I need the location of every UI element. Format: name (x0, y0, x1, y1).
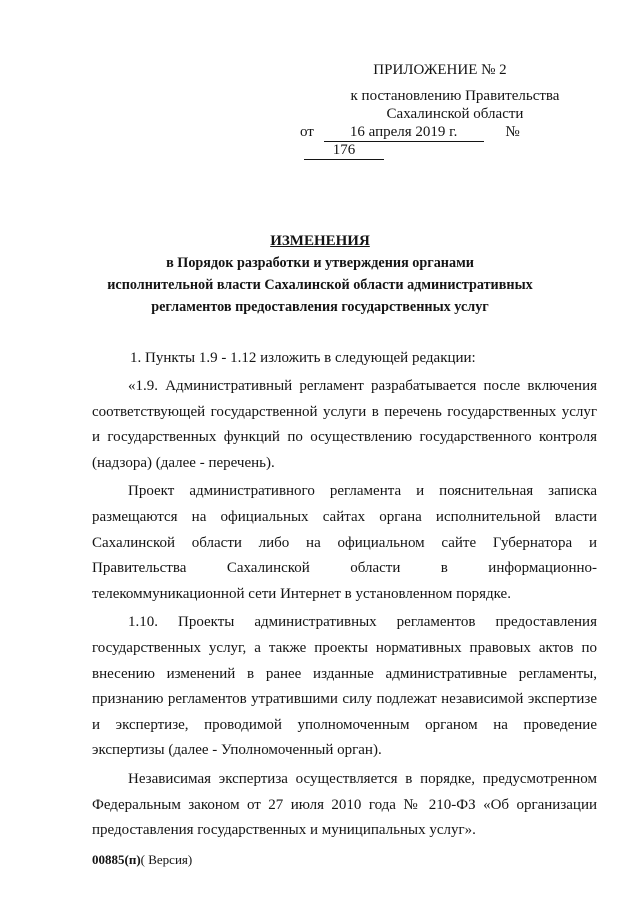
subtitle-line-3: регламентов предоставления государственных услуг (151, 299, 489, 315)
paragraph-1-9: «1.9. Административный регламент разрабатывается после включения соответствующей государственной услуги в перечень государственных услуг и государственных функций по осуществлению государственного контроля (надзора) (далее - перечень). (92, 378, 597, 471)
resolution-line: к постановлению Правительства (350, 88, 560, 104)
paragraph-1-10: 1.10. Проекты административных регламентов предоставления государственных услуг, а также проекты нормативных правовых актов по внесению изменений в ранее изданные административные регламенты, признанию регламентов утратившими силу подлежат независимой экспертизе и экспертизе, проводимой уполномоченным органом на проведение экспертизы (далее - Уполномоченный орган). (92, 614, 597, 759)
document-subtitle (0, 252, 640, 318)
document-version: ( Версия) (140, 852, 193, 867)
date-number-line (300, 124, 600, 160)
paragraph-project: Проект административного регламента и пояснительная записка размещаются на официальных сайтах органа исполнительной власти Сахалинской области либо на официальном сайте Губернатора и Правительства Сахалинской области в информационно-телекоммуникационной сети Интернет в установленном порядке. (92, 483, 597, 602)
document-code: 00885(п) (92, 852, 141, 867)
resolution-number: 176 (304, 142, 384, 160)
document-title: ИЗМЕНЕНИЯ (270, 233, 370, 249)
paragraph-independent-expertise: Независимая экспертиза осуществляется в порядке, предусмотренном Федеральным законом от 27 июля 2010 года № 210-ФЗ «Об организации предоставления государственных и муниципальных услуг». (92, 770, 597, 839)
from-label: от (300, 124, 314, 140)
region-line: Сахалинской области (386, 106, 524, 122)
document-footer (92, 852, 192, 868)
body-text (92, 374, 597, 844)
point-1: 1. Пункты 1.9 - 1.12 изложить в следующей редакции: (130, 350, 476, 366)
subtitle-line-2: исполнительной власти Сахалинской области административных (107, 277, 533, 293)
subtitle-line-1: в Порядок разработки и утверждения органами (166, 255, 474, 271)
number-label: № (505, 124, 520, 140)
appendix-title: ПРИЛОЖЕНИЕ № 2 (373, 62, 507, 78)
resolution-date: 16 апреля 2019 г. (324, 124, 484, 142)
